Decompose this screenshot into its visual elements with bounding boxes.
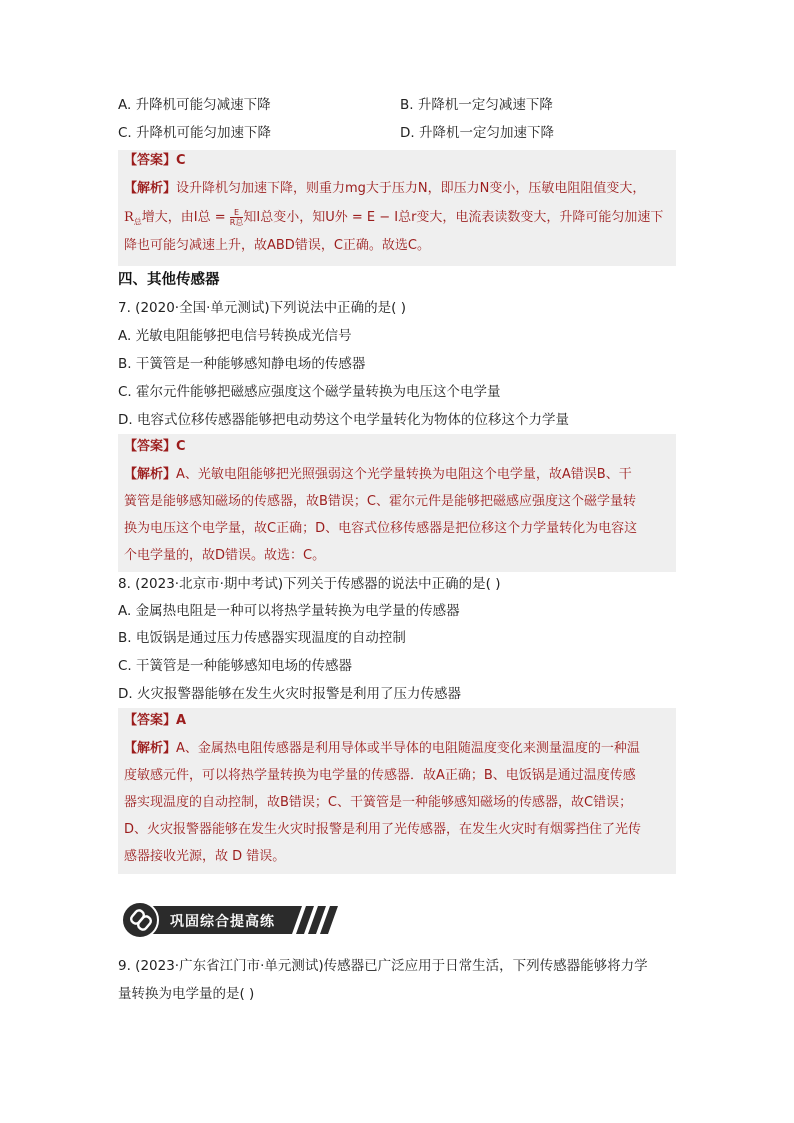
q8-option-d: D. 火灾报警器能够在发生火灾时报警是利用了压力传感器 [118,686,461,702]
q6-analysis-line1: 【解析】设升降机匀加速下降，则重力mg大于压力N，即压力N变小，压敏电阻阻值变大， [124,181,646,196]
q6-analysis-line2: $R_总$增大，由I总 = E R总 知I总变小，知U外 = E − I总r变大，电流表读数变大，升降可能匀加速下 [124,208,664,227]
chain-link-icon [124,903,158,937]
q7-analysis-line1: 【解析】A、光敏电阻能够把光照强弱这个光学量转换为电阻这个电学量，故A错误B、干 [124,467,632,482]
q8-analysis-line5: 感器接收光源，故 D 错误。 [124,849,286,864]
q8-analysis-line3: 器实现温度的自动控制，故B错误；C、干簧管是一种能够感知磁场的传感器，故C错误； [124,795,633,810]
q6-answer-box [118,150,676,266]
q6-answer-label: 【答案】C [124,153,186,168]
q8-answer-box [118,708,676,874]
banner-title: 巩固综合提高练 [170,914,275,930]
q8-option-a: A. 金属热电阻是一种可以将热学量转换为电学量的传感器 [118,603,460,619]
q6-analysis-line3: 降也可能匀减速上升，故ABD错误，C正确。故选C。 [124,238,430,253]
q9-stem-line2: 量转换为电学量的是( ) [118,986,255,1002]
q9-stem-line1: 9. (2023·广东省江门市·单元测试)传感器已广泛应用于日常生活，下列传感器能够将力学 [118,958,648,974]
q7-option-d: D. 电容式位移传感器能够把电动势这个电学量转化为物体的位移这个力学量 [118,412,569,428]
q8-answer-label: 【答案】A [124,713,187,728]
q7-answer-label: 【答案】C [124,439,186,454]
q8-analysis-line2: 度敏感元件，可以将热学量转换为电学量的传感器．故A正确；B、电饭锅是通过温度传感 [124,768,636,783]
q6-fraction: E R总 [229,208,244,227]
q8-option-c: C. 干簧管是一种能够感知电场的传感器 [118,658,353,674]
q8-stem: 8. (2023·北京市·期中考试)下列关于传感器的说法中正确的是( ) [118,576,501,592]
q8-analysis-line4: D、火灾报警器能够在发生火灾时报警是利用了光传感器，在发生火灾时有烟雾挡住了光传 [124,822,642,837]
q6-option-d: D. 升降机一定匀加速下降 [400,125,554,141]
section-banner [120,900,350,940]
q8-option-b: B. 电饭锅是通过压力传感器实现温度的自动控制 [118,630,406,646]
q7-analysis-line4: 个电学量的，故D错误。故选：C。 [124,548,326,563]
q7-option-a: A. 光敏电阻能够把电信号转换成光信号 [118,328,352,344]
q6-option-a: A. 升降机可能匀减速下降 [118,97,271,113]
q8-analysis-line1: 【解析】A、金属热电阻传感器是利用导体或半导体的电阻随温度变化来测量温度的一种温 [124,741,640,756]
section-title: 四、其他传感器 [118,272,220,288]
q7-option-c: C. 霍尔元件能够把磁感应强度这个磁学量转换为电压这个电学量 [118,384,501,400]
q7-answer-box [118,434,676,572]
q7-analysis-line2: 簧管是能够感知磁场的传感器，故B错误；C、霍尔元件是能够把磁感应强度这个磁学量转 [124,494,636,509]
q7-analysis-line3: 换为电压这个电学量，故C正确；D、电容式位移传感器是把位移这个力学量转化为电容这 [124,521,638,536]
q7-option-b: B. 干簧管是一种能够感知静电场的传感器 [118,356,366,372]
q6-option-c: C. 升降机可能匀加速下降 [118,125,272,141]
q7-stem: 7. (2020·全国·单元测试)下列说法中正确的是( ) [118,300,406,316]
q6-option-b: B. 升降机一定匀减速下降 [400,97,553,113]
